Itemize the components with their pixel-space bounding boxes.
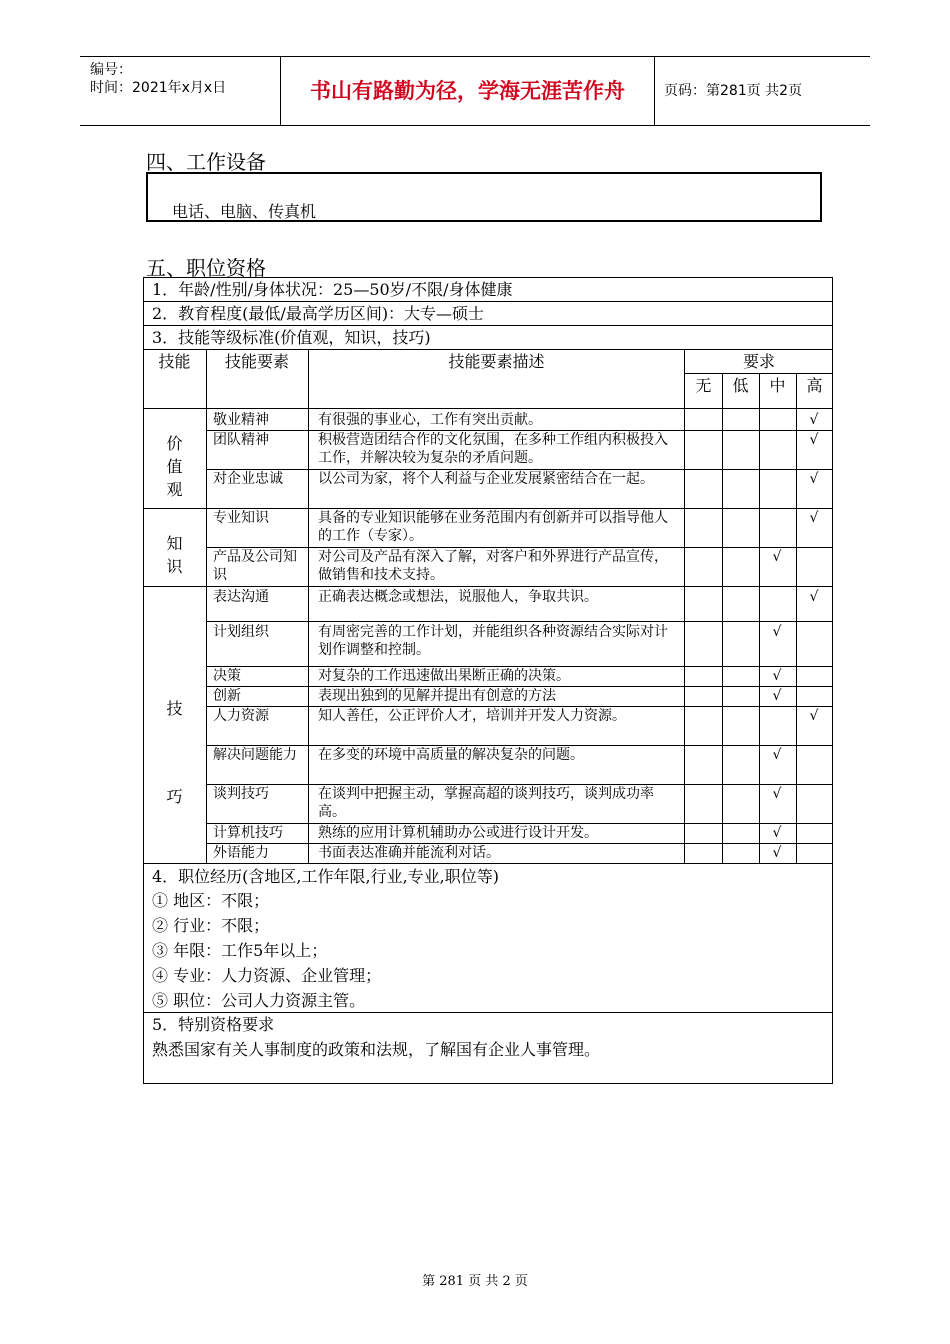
check-mid: √ — [772, 825, 782, 841]
check-mid: √ — [772, 845, 782, 861]
equipment-content: 电话、电脑、传真机 — [172, 202, 317, 221]
skill-standard-row: 3．技能等级标准(价值观，知识，技巧) — [152, 328, 431, 347]
date-label: 时间：2021年x月x日 — [90, 80, 227, 96]
check-mid: √ — [772, 747, 782, 763]
list-item: ③ 年限：工作5年以上； — [152, 941, 328, 960]
check-mid: √ — [772, 668, 782, 684]
special-title: 5．特别资格要求 — [152, 1015, 275, 1034]
header-motto: 书山有路勤为径，学海无涯苦作舟 — [310, 79, 625, 103]
section-heading-qualification: 五、职位资格 — [146, 256, 266, 280]
list-item: ① 地区：不限； — [152, 891, 270, 910]
check-mid: √ — [772, 688, 782, 704]
group-values: 价 值 观 — [166, 434, 183, 499]
level-none: 无 — [695, 376, 712, 395]
check-high: √ — [809, 708, 819, 724]
list-item: ② 行业：不限； — [152, 916, 270, 935]
serial-label: 编号： — [90, 62, 132, 78]
list-item: ⑤ 职位：公司人力资源主管。 — [152, 991, 366, 1010]
equipment-box — [146, 172, 822, 222]
group-skills: 技 巧 — [166, 699, 183, 806]
page-footer: 第 281 页 共 2 页 — [422, 1274, 528, 1289]
header-meta — [90, 61, 226, 97]
header-divider — [654, 57, 655, 125]
level-mid: 中 — [769, 376, 786, 395]
list-item: ④ 专业：人力资源、企业管理； — [152, 966, 382, 985]
age-row: 1．年龄/性别/身体状况：25—50岁/不限/身体健康 — [152, 280, 513, 299]
check-high: √ — [809, 432, 819, 448]
level-high: 高 — [806, 376, 823, 395]
special-content: 熟悉国家有关人事制度的政策和法规，了解国有企业人事管理。 — [152, 1040, 601, 1059]
col-desc: 技能要素描述 — [448, 352, 545, 371]
document-header — [80, 56, 870, 126]
check-mid: √ — [772, 786, 782, 802]
check-high: √ — [809, 471, 819, 487]
check-high: √ — [809, 412, 819, 428]
col-skill: 技能 — [158, 352, 191, 371]
level-low: 低 — [732, 376, 749, 395]
check-mid: √ — [772, 624, 782, 640]
group-knowledge: 知 识 — [166, 534, 183, 576]
check-high: √ — [809, 510, 819, 526]
check-high: √ — [809, 589, 819, 605]
section-heading-equipment: 四、工作设备 — [146, 150, 266, 174]
check-mid: √ — [772, 549, 782, 565]
col-requirement: 要求 — [742, 352, 775, 371]
header-page-info: 页码：第281页 共2页 — [664, 83, 803, 99]
experience-title: 4．职位经历(含地区,工作年限,行业,专业,职位等) — [152, 867, 500, 886]
col-element: 技能要素 — [224, 352, 289, 371]
education-row: 2．教育程度(最低/最高学历区间)：大专—硕士 — [152, 304, 485, 323]
